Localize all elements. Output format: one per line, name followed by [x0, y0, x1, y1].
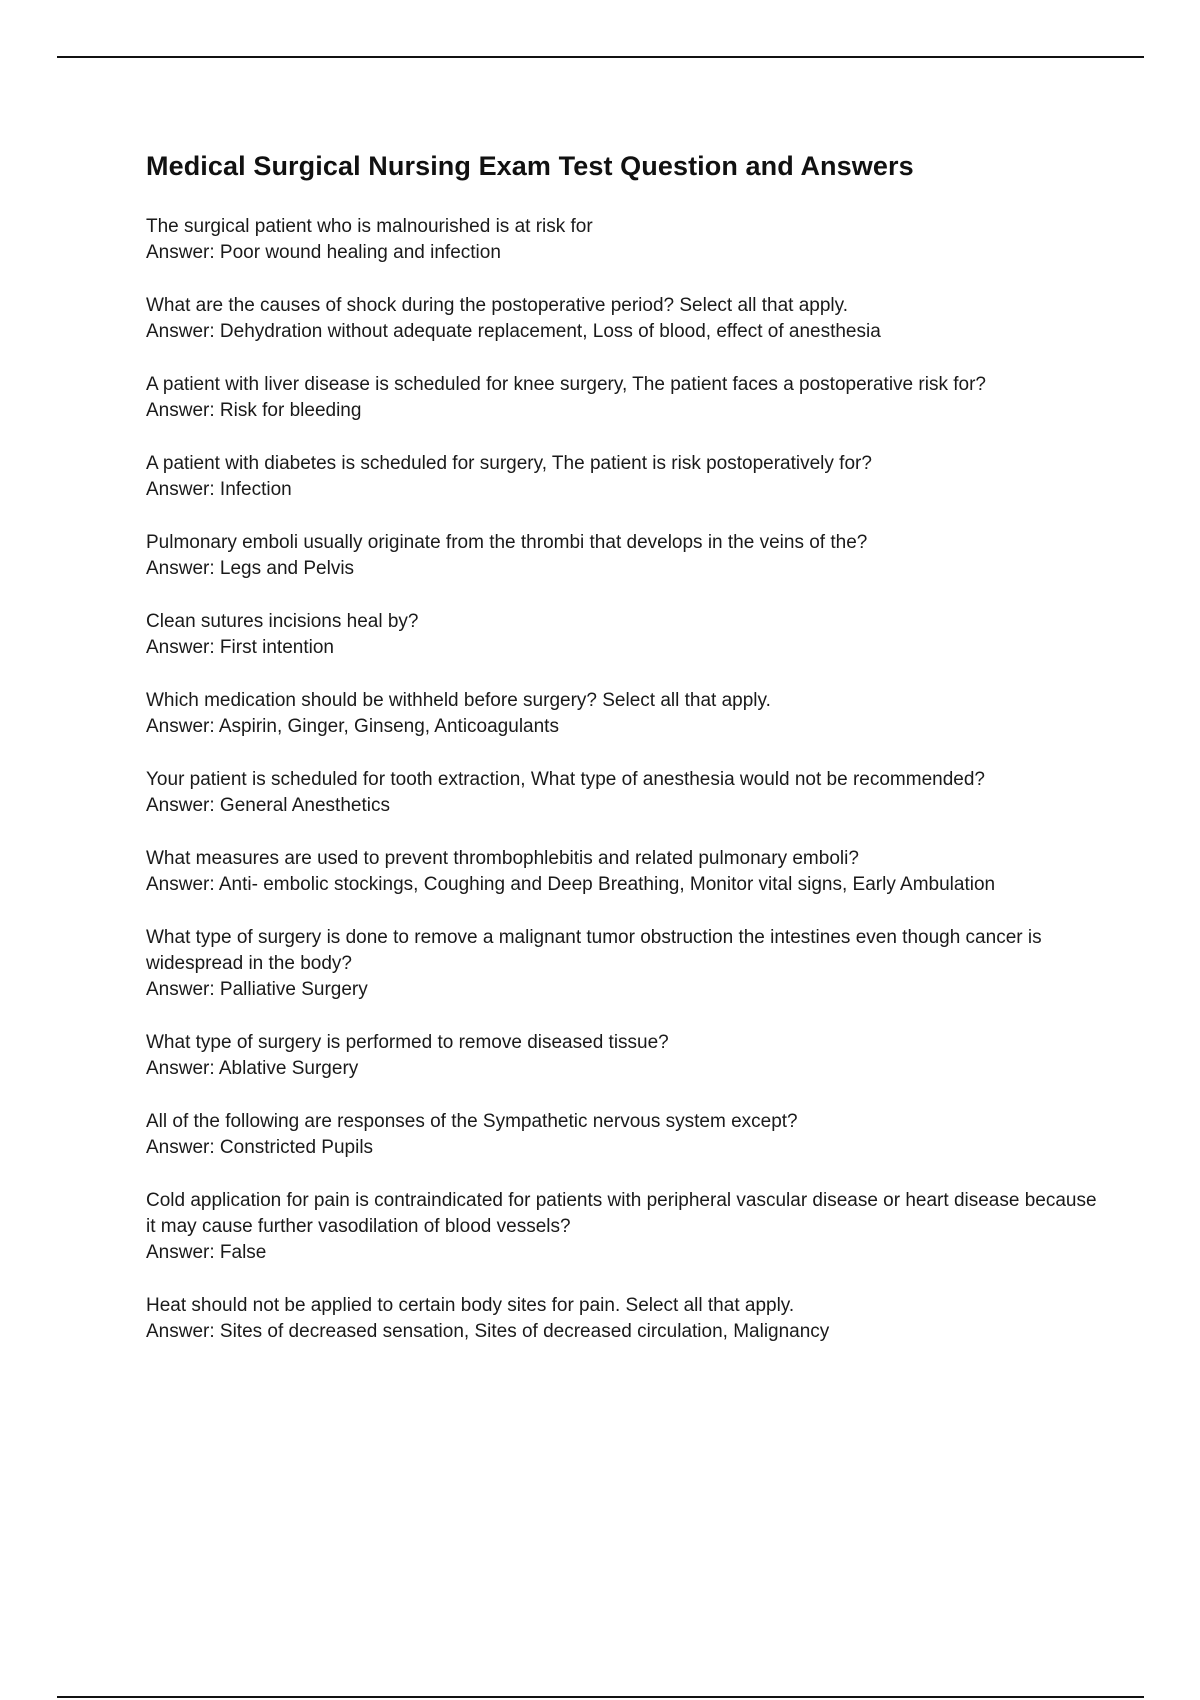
question-text: Cold application for pain is contraindicated for patients with peripheral vascular disease or heart disease because it may cause further vasodilation of blood vessels? [146, 1190, 1097, 1237]
question-text: What measures are used to prevent thrombophlebitis and related pulmonary emboli? [146, 848, 859, 869]
qa-item [146, 767, 1106, 819]
bottom-rule [57, 1696, 1144, 1698]
answer-text: Answer: Sites of decreased sensation, Sites of decreased circulation, Malignancy [146, 1321, 830, 1342]
qa-item [146, 293, 1106, 345]
answer-text: Answer: Constricted Pupils [146, 1137, 374, 1158]
qa-item [146, 451, 1106, 503]
qa-item [146, 530, 1106, 582]
answer-text: Answer: Palliative Surgery [146, 979, 368, 1000]
document-title: Medical Surgical Nursing Exam Test Question and Answers [146, 151, 914, 181]
question-text: What are the causes of shock during the postoperative period? Select all that apply. [146, 295, 849, 316]
document-body [146, 146, 1106, 1372]
qa-item [146, 846, 1106, 898]
answer-text: Answer: Infection [146, 479, 292, 500]
question-text: Which medication should be withheld before surgery? Select all that apply. [146, 690, 771, 711]
qa-item [146, 214, 1106, 266]
qa-list [146, 214, 1106, 1345]
qa-item [146, 1109, 1106, 1161]
answer-text: Answer: Dehydration without adequate replacement, Loss of blood, effect of anesthesia [146, 321, 881, 342]
question-text: A patient with liver disease is scheduled for knee surgery, The patient faces a postoperative risk for? [146, 374, 986, 395]
question-text: Clean sutures incisions heal by? [146, 611, 419, 632]
answer-text: Answer: First intention [146, 637, 334, 658]
qa-item [146, 609, 1106, 661]
top-rule [57, 56, 1144, 58]
question-text: What type of surgery is done to remove a malignant tumor obstruction the intestines even though cancer is widespread in the body? [146, 927, 1042, 974]
answer-text: Answer: Risk for bleeding [146, 400, 362, 421]
answer-text: Answer: False [146, 1242, 267, 1263]
qa-item [146, 925, 1106, 1003]
answer-text: Answer: Ablative Surgery [146, 1058, 359, 1079]
question-text: All of the following are responses of the Sympathetic nervous system except? [146, 1111, 798, 1132]
qa-item [146, 688, 1106, 740]
answer-text: Answer: Poor wound healing and infection [146, 242, 501, 263]
answer-text: Answer: General Anesthetics [146, 795, 390, 816]
question-text: What type of surgery is performed to remove diseased tissue? [146, 1032, 669, 1053]
answer-text: Answer: Legs and Pelvis [146, 558, 355, 579]
answer-text: Answer: Anti- embolic stockings, Coughing and Deep Breathing, Monitor vital signs, Early Ambulation [146, 874, 996, 895]
question-text: The surgical patient who is malnourished is at risk for [146, 216, 593, 237]
question-text: Pulmonary emboli usually originate from the thrombi that develops in the veins of the? [146, 532, 868, 553]
qa-item [146, 372, 1106, 424]
question-text: Your patient is scheduled for tooth extraction, What type of anesthesia would not be recommended? [146, 769, 985, 790]
answer-text: Answer: Aspirin, Ginger, Ginseng, Anticoagulants [146, 716, 559, 737]
question-text: Heat should not be applied to certain body sites for pain. Select all that apply. [146, 1295, 795, 1316]
qa-item [146, 1293, 1106, 1345]
question-text: A patient with diabetes is scheduled for surgery, The patient is risk postoperatively for? [146, 453, 872, 474]
qa-item [146, 1030, 1106, 1082]
qa-item [146, 1188, 1106, 1266]
